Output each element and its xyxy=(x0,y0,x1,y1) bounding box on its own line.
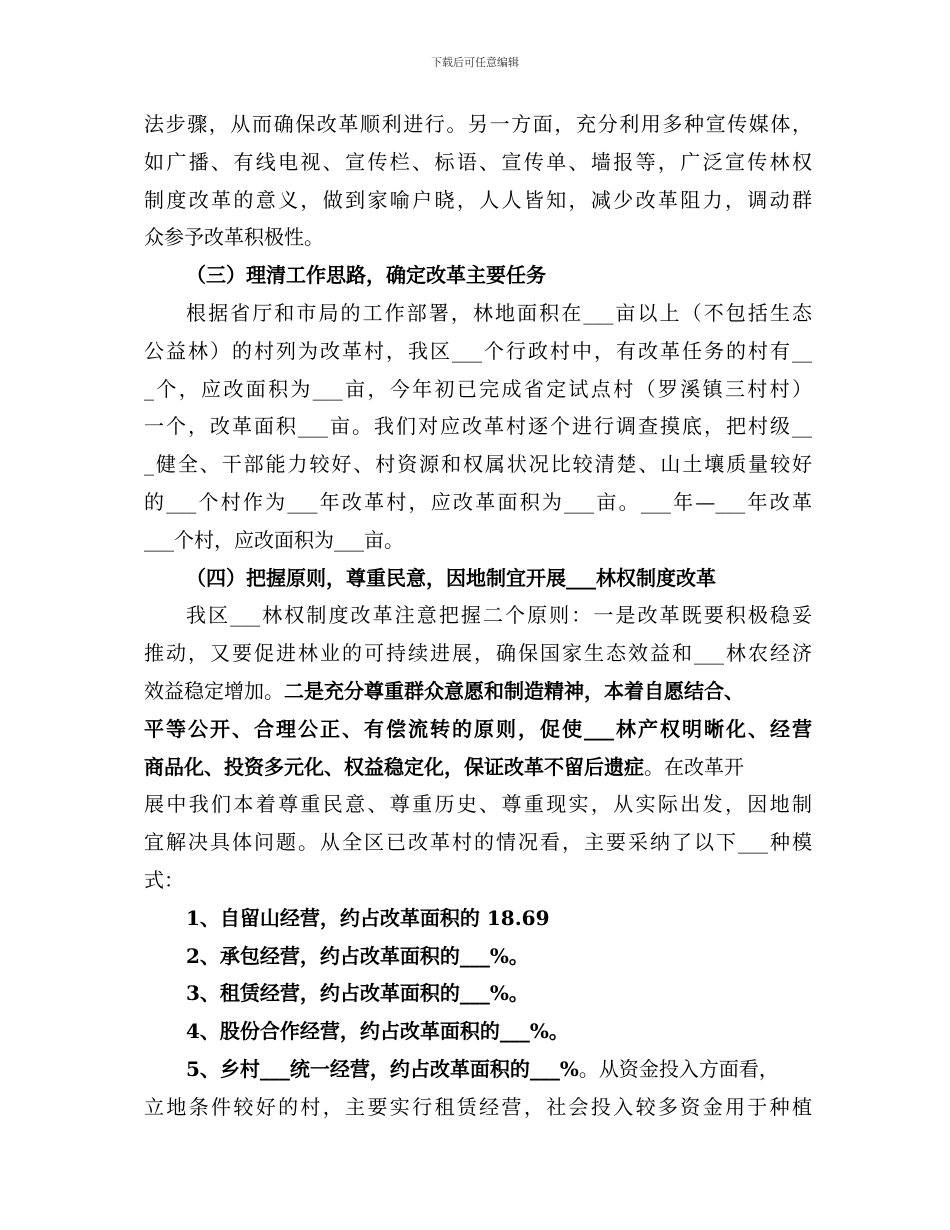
text-line-plain-tail: 。在改革开 xyxy=(644,754,744,779)
text-line xyxy=(144,446,812,484)
text-line xyxy=(144,1089,812,1127)
text-line xyxy=(144,1013,812,1051)
page-header: 下载后可任意编辑 xyxy=(431,56,519,69)
text-line-content: 根据省厅和市局的工作部署，林地面积在___亩以上（不包括生态 xyxy=(186,300,812,325)
text-line xyxy=(144,257,812,295)
text-line xyxy=(144,862,812,900)
text-line-content: 立地条件较好的村，主要实行租赁经营，社会投入较多资金用于种植 xyxy=(144,1094,812,1119)
text-line xyxy=(144,333,812,371)
text-line-content: 如广播、有线电视、宣传栏、标语、宣传单、墙报等，广泛宣传林权 xyxy=(144,149,812,174)
text-line-content: 制度改革的意义，做到家喻户晓，人人皆知，减少改革阻力，调动群 xyxy=(144,187,812,212)
text-line-content: 宜解决具体问题。从全区已改革村的情况看，主要采纳了以下___种模 xyxy=(144,830,812,855)
text-line xyxy=(144,938,812,976)
text-line-content: 一个，改革面积___亩。我们对应改革村逐个进行调查摸底，把村级__ xyxy=(144,414,812,439)
text-line-content: 式： xyxy=(144,867,184,892)
text-line xyxy=(144,900,812,938)
document-body xyxy=(144,106,812,1127)
text-line-content: 1、自留山经营，约占改革面积的 18.69 xyxy=(186,905,550,930)
text-line xyxy=(144,522,812,560)
text-line xyxy=(144,219,812,257)
text-line-content: 我区___林权制度改革注意把握二个原则：一是改革既要积极稳妥 xyxy=(186,603,812,628)
text-line xyxy=(144,975,812,1013)
text-line xyxy=(144,371,812,409)
text-line-bold-tail: 二是充分尊重群众意愿和制造精神，本着自愿结合、 xyxy=(284,678,744,703)
text-line-content: 法步骤，从而确保改革顺利进行。另一方面，充分利用多种宣传媒体， xyxy=(144,112,812,136)
text-line xyxy=(144,824,812,862)
text-line xyxy=(144,635,812,673)
text-line-content: 公益林）的村列为改革村，我区___个行政村中，有改革任务的村有__ xyxy=(144,338,812,363)
text-line xyxy=(144,673,812,711)
text-line xyxy=(144,786,812,824)
text-line xyxy=(144,484,812,522)
text-line-content: （三）理清工作思路，确定改革主要任务 xyxy=(186,263,546,288)
text-line-content: 展中我们本着尊重民意、尊重历史、尊重现实，从实际出发，因地制 xyxy=(144,792,812,817)
text-line xyxy=(144,408,812,446)
text-line-content: 5、乡村___统一经营，约占改革面积的___% xyxy=(186,1056,579,1081)
text-line xyxy=(144,749,812,787)
text-line-content: 平等公开、合理公正、有偿流转的原则，促使___林产权明晰化、经营 xyxy=(144,716,812,741)
text-line xyxy=(144,711,812,749)
text-line xyxy=(144,106,812,144)
text-line xyxy=(144,560,812,598)
text-line-plain-tail: 。从资金投入方面看， xyxy=(578,1056,779,1081)
text-line xyxy=(144,1051,812,1089)
text-line-content: 的___个村作为___年改革村，应改革面积为___亩。___年—___年改革 xyxy=(144,489,812,514)
text-line-content: 众参予改革积极性。 xyxy=(144,225,324,250)
text-line xyxy=(144,597,812,635)
text-line-content: _健全、干部能力较好、村资源和权属状况比较清楚、山土壤质量较好 xyxy=(144,452,812,477)
text-line-content: 推动，又要促进林业的可持续进展，确保国家生态效益和___林农经济 xyxy=(144,641,812,666)
text-line-content: 3、租赁经营，约占改革面积的___%。 xyxy=(186,981,529,1006)
text-line xyxy=(144,144,812,182)
text-line-content: _个，应改面积为___亩，今年初已完成省定试点村（罗溪镇三村村） xyxy=(144,376,812,401)
text-line xyxy=(144,295,812,333)
text-line-content: 商品化、投资多元化、权益稳定化，保证改革不留后遗症 xyxy=(144,754,644,779)
text-line-content: 2、承包经营，约占改革面积的___%。 xyxy=(186,943,529,968)
text-line xyxy=(144,182,812,220)
text-line-content: （四）把握原则，尊重民意，因地制宜开展___林权制度改革 xyxy=(186,565,716,590)
text-line-content: ___个村，应改面积为___亩。 xyxy=(144,527,404,552)
text-line-content: 4、股份合作经营，约占改革面积的___%。 xyxy=(186,1019,569,1044)
text-line-content: 效益稳定增加。 xyxy=(144,678,284,703)
